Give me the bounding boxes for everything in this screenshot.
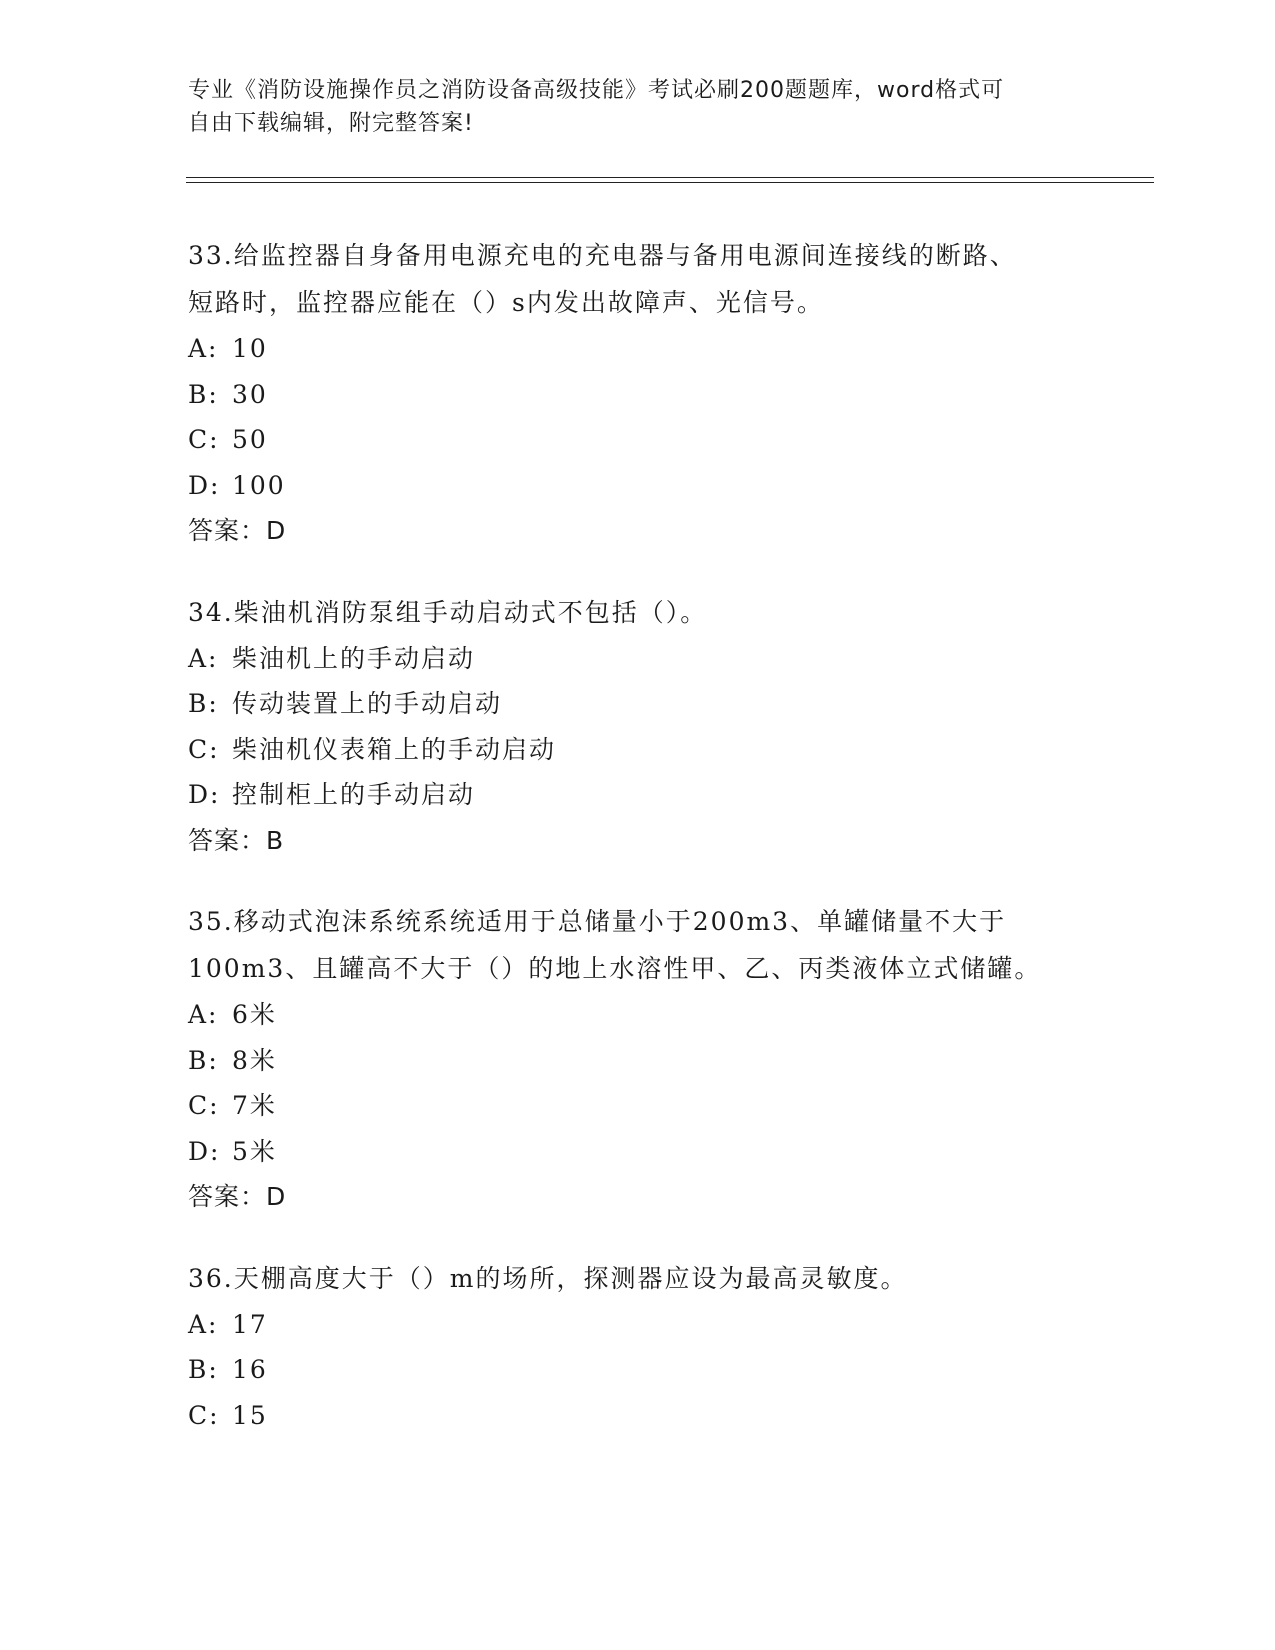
- option-text: 50: [232, 425, 268, 454]
- option-key: A:: [188, 334, 219, 363]
- answer-line: 答案：B: [188, 825, 285, 855]
- option-text: 柴油机仪表箱上的手动启动: [232, 734, 557, 764]
- option-a: [188, 1302, 1088, 1348]
- question-stem: 35.移动式泡沫系统系统适用于总储量小于200m3、单罐储量不大于: [188, 907, 1007, 936]
- option-text: 17: [232, 1309, 268, 1339]
- option-text: 16: [232, 1355, 268, 1384]
- option-c: [188, 1393, 1088, 1439]
- question-34: [188, 589, 1088, 864]
- option-key: B:: [188, 379, 219, 409]
- option-key: C:: [188, 734, 220, 764]
- option-d: [188, 772, 1088, 818]
- document-header: [188, 74, 1068, 140]
- option-c: [188, 417, 1088, 463]
- question-36: [188, 1255, 1088, 1439]
- option-d: [188, 1129, 1088, 1175]
- option-text: 15: [232, 1400, 268, 1430]
- header-line-2: 自由下载编辑，附完整答案!: [188, 111, 474, 136]
- option-c: [188, 727, 1088, 773]
- question-stem: 100m3、且罐高不大于（）的地上水溶性甲、乙、丙类液体立式储罐。: [188, 954, 1042, 983]
- question-35: [188, 898, 1088, 1220]
- option-key: D:: [188, 1136, 221, 1166]
- option-key: C:: [188, 1091, 220, 1120]
- option-key: D:: [188, 780, 221, 809]
- option-text: 8米: [232, 1045, 277, 1075]
- option-key: A:: [188, 643, 219, 673]
- option-b: [188, 1347, 1088, 1393]
- answer-line: 答案：D: [188, 1182, 287, 1211]
- option-key: C:: [188, 1400, 220, 1430]
- option-key: D:: [188, 470, 221, 500]
- option-text: 控制柜上的手动启动: [232, 780, 476, 809]
- option-a: [188, 636, 1088, 682]
- option-text: 5米: [232, 1136, 277, 1166]
- option-c: [188, 1083, 1088, 1129]
- question-stem: 33.给监控器自身备用电源充电的充电器与备用电源间连接线的断路、: [188, 241, 1017, 270]
- option-text: 传动装置上的手动启动: [232, 689, 503, 718]
- option-text: 6米: [232, 1000, 277, 1029]
- option-key: B:: [188, 1355, 219, 1384]
- option-text: 柴油机上的手动启动: [232, 643, 476, 673]
- header-divider-bottom: [186, 182, 1154, 183]
- option-key: A:: [188, 1309, 219, 1339]
- answer-line: 答案：D: [188, 516, 287, 545]
- option-key: B:: [188, 689, 219, 718]
- option-key: A:: [188, 1000, 219, 1029]
- option-text: 100: [232, 470, 286, 500]
- option-key: C:: [188, 425, 220, 454]
- option-b: [188, 372, 1088, 418]
- option-b: [188, 1038, 1088, 1084]
- question-stem: 36.天棚高度大于（）m的场所，探测器应设为最高灵敏度。: [188, 1263, 908, 1293]
- option-key: B:: [188, 1045, 219, 1075]
- question-stem: 短路时，监控器应能在（）s内发出故障声、光信号。: [188, 288, 824, 317]
- option-text: 10: [232, 334, 268, 363]
- option-a: [188, 992, 1088, 1038]
- option-d: [188, 463, 1088, 509]
- question-list: [188, 232, 1088, 1473]
- option-a: [188, 326, 1088, 372]
- header-line-1: 专业《消防设施操作员之消防设备高级技能》考试必刷200题题库，word格式可: [188, 78, 1005, 103]
- option-text: 7米: [232, 1091, 277, 1120]
- option-b: [188, 681, 1088, 727]
- option-text: 30: [232, 379, 268, 409]
- header-divider-top: [186, 177, 1154, 178]
- question-stem: 34.柴油机消防泵组手动启动式不包括（）。: [188, 597, 708, 627]
- question-33: [188, 232, 1088, 554]
